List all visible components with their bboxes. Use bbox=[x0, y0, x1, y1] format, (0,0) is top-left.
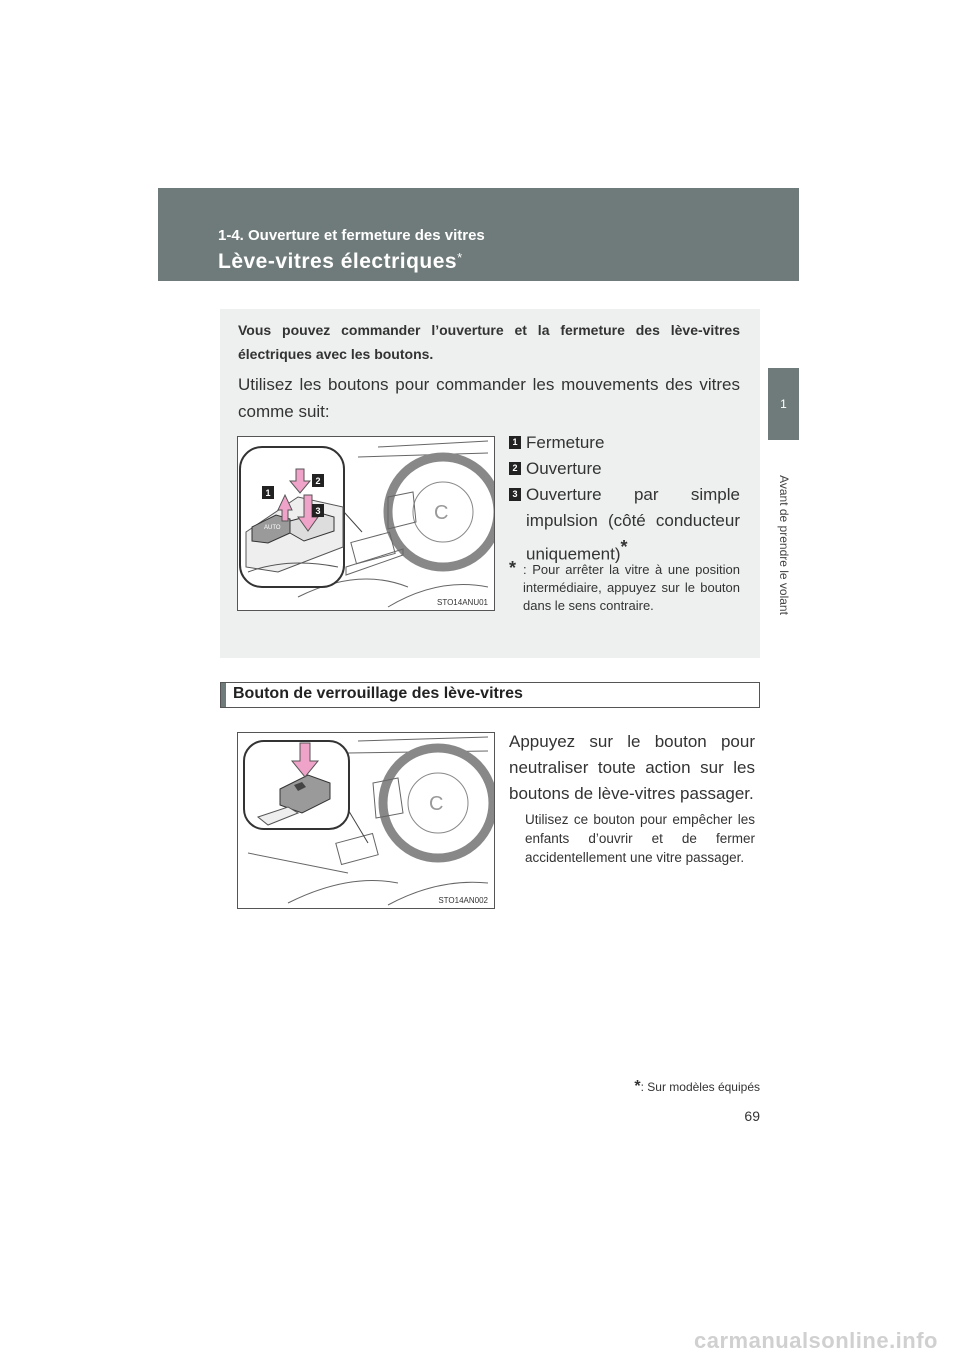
title-asterisk: * bbox=[457, 250, 463, 265]
figure-lock-switch bbox=[237, 732, 495, 909]
list-item: 1 Fermeture bbox=[509, 430, 740, 456]
step-number: 2 bbox=[509, 462, 521, 475]
note-asterisk: * bbox=[509, 558, 517, 578]
figure-window-switch bbox=[237, 436, 495, 611]
section-heading: Bouton de verrouillage des lève-vitres bbox=[233, 685, 523, 702]
section-label: 1-4. Ouverture et fermeture des vitres bbox=[218, 227, 485, 244]
svg-text:C: C bbox=[434, 502, 449, 524]
svg-text:2: 2 bbox=[315, 476, 321, 486]
svg-text:3: 3 bbox=[315, 506, 321, 516]
lock-main-text: Appuyez sur le bouton pour neutraliser toute action sur les boutons de lève-vitres passager. bbox=[509, 732, 755, 803]
svg-text:1: 1 bbox=[265, 488, 271, 498]
watermark: carmanualsonline.info bbox=[694, 1328, 938, 1353]
page-title: Lève-vitres électriques* bbox=[218, 250, 463, 273]
list-item: 3 Ouverture par simple impulsion (côté conducteur uniquement)* bbox=[509, 482, 740, 568]
step-number: 3 bbox=[509, 488, 521, 501]
chapter-title: Avant de prendre le volant bbox=[776, 475, 791, 615]
step-number: 1 bbox=[509, 436, 521, 449]
window-switch-illustration bbox=[238, 437, 494, 610]
footnote: *: Sur modèles équipés bbox=[634, 1078, 760, 1095]
intro-bold-text: Vous pouvez commander l’ouverture et la fermeture des lève-vitres électriques avec les boutons. bbox=[238, 322, 740, 362]
page-number: 69 bbox=[744, 1108, 760, 1124]
section-heading-bar bbox=[220, 682, 760, 708]
note: * : Pour arrêter la vitre à une position intermédiaire, appuyez sur le bouton dans le sens contraire. bbox=[509, 558, 740, 613]
list-item: 2 Ouverture bbox=[509, 456, 740, 482]
step-asterisk: * bbox=[620, 537, 628, 557]
intro-text: Utilisez les boutons pour commander les mouvements des vitres comme suit: bbox=[238, 375, 740, 421]
lock-sub-text: Utilisez ce bouton pour empêcher les enfants d’ouvrir et de fermer accidentellement une vitre passager. bbox=[525, 812, 755, 865]
auto-label: AUTO bbox=[264, 525, 281, 531]
lock-switch-illustration bbox=[238, 733, 494, 908]
steps-list bbox=[509, 430, 740, 568]
figure-code: STO14AN002 bbox=[438, 896, 488, 905]
figure-code: STO14ANU01 bbox=[437, 598, 488, 607]
svg-text:C: C bbox=[429, 793, 444, 815]
chapter-tab: 1 bbox=[768, 368, 799, 440]
